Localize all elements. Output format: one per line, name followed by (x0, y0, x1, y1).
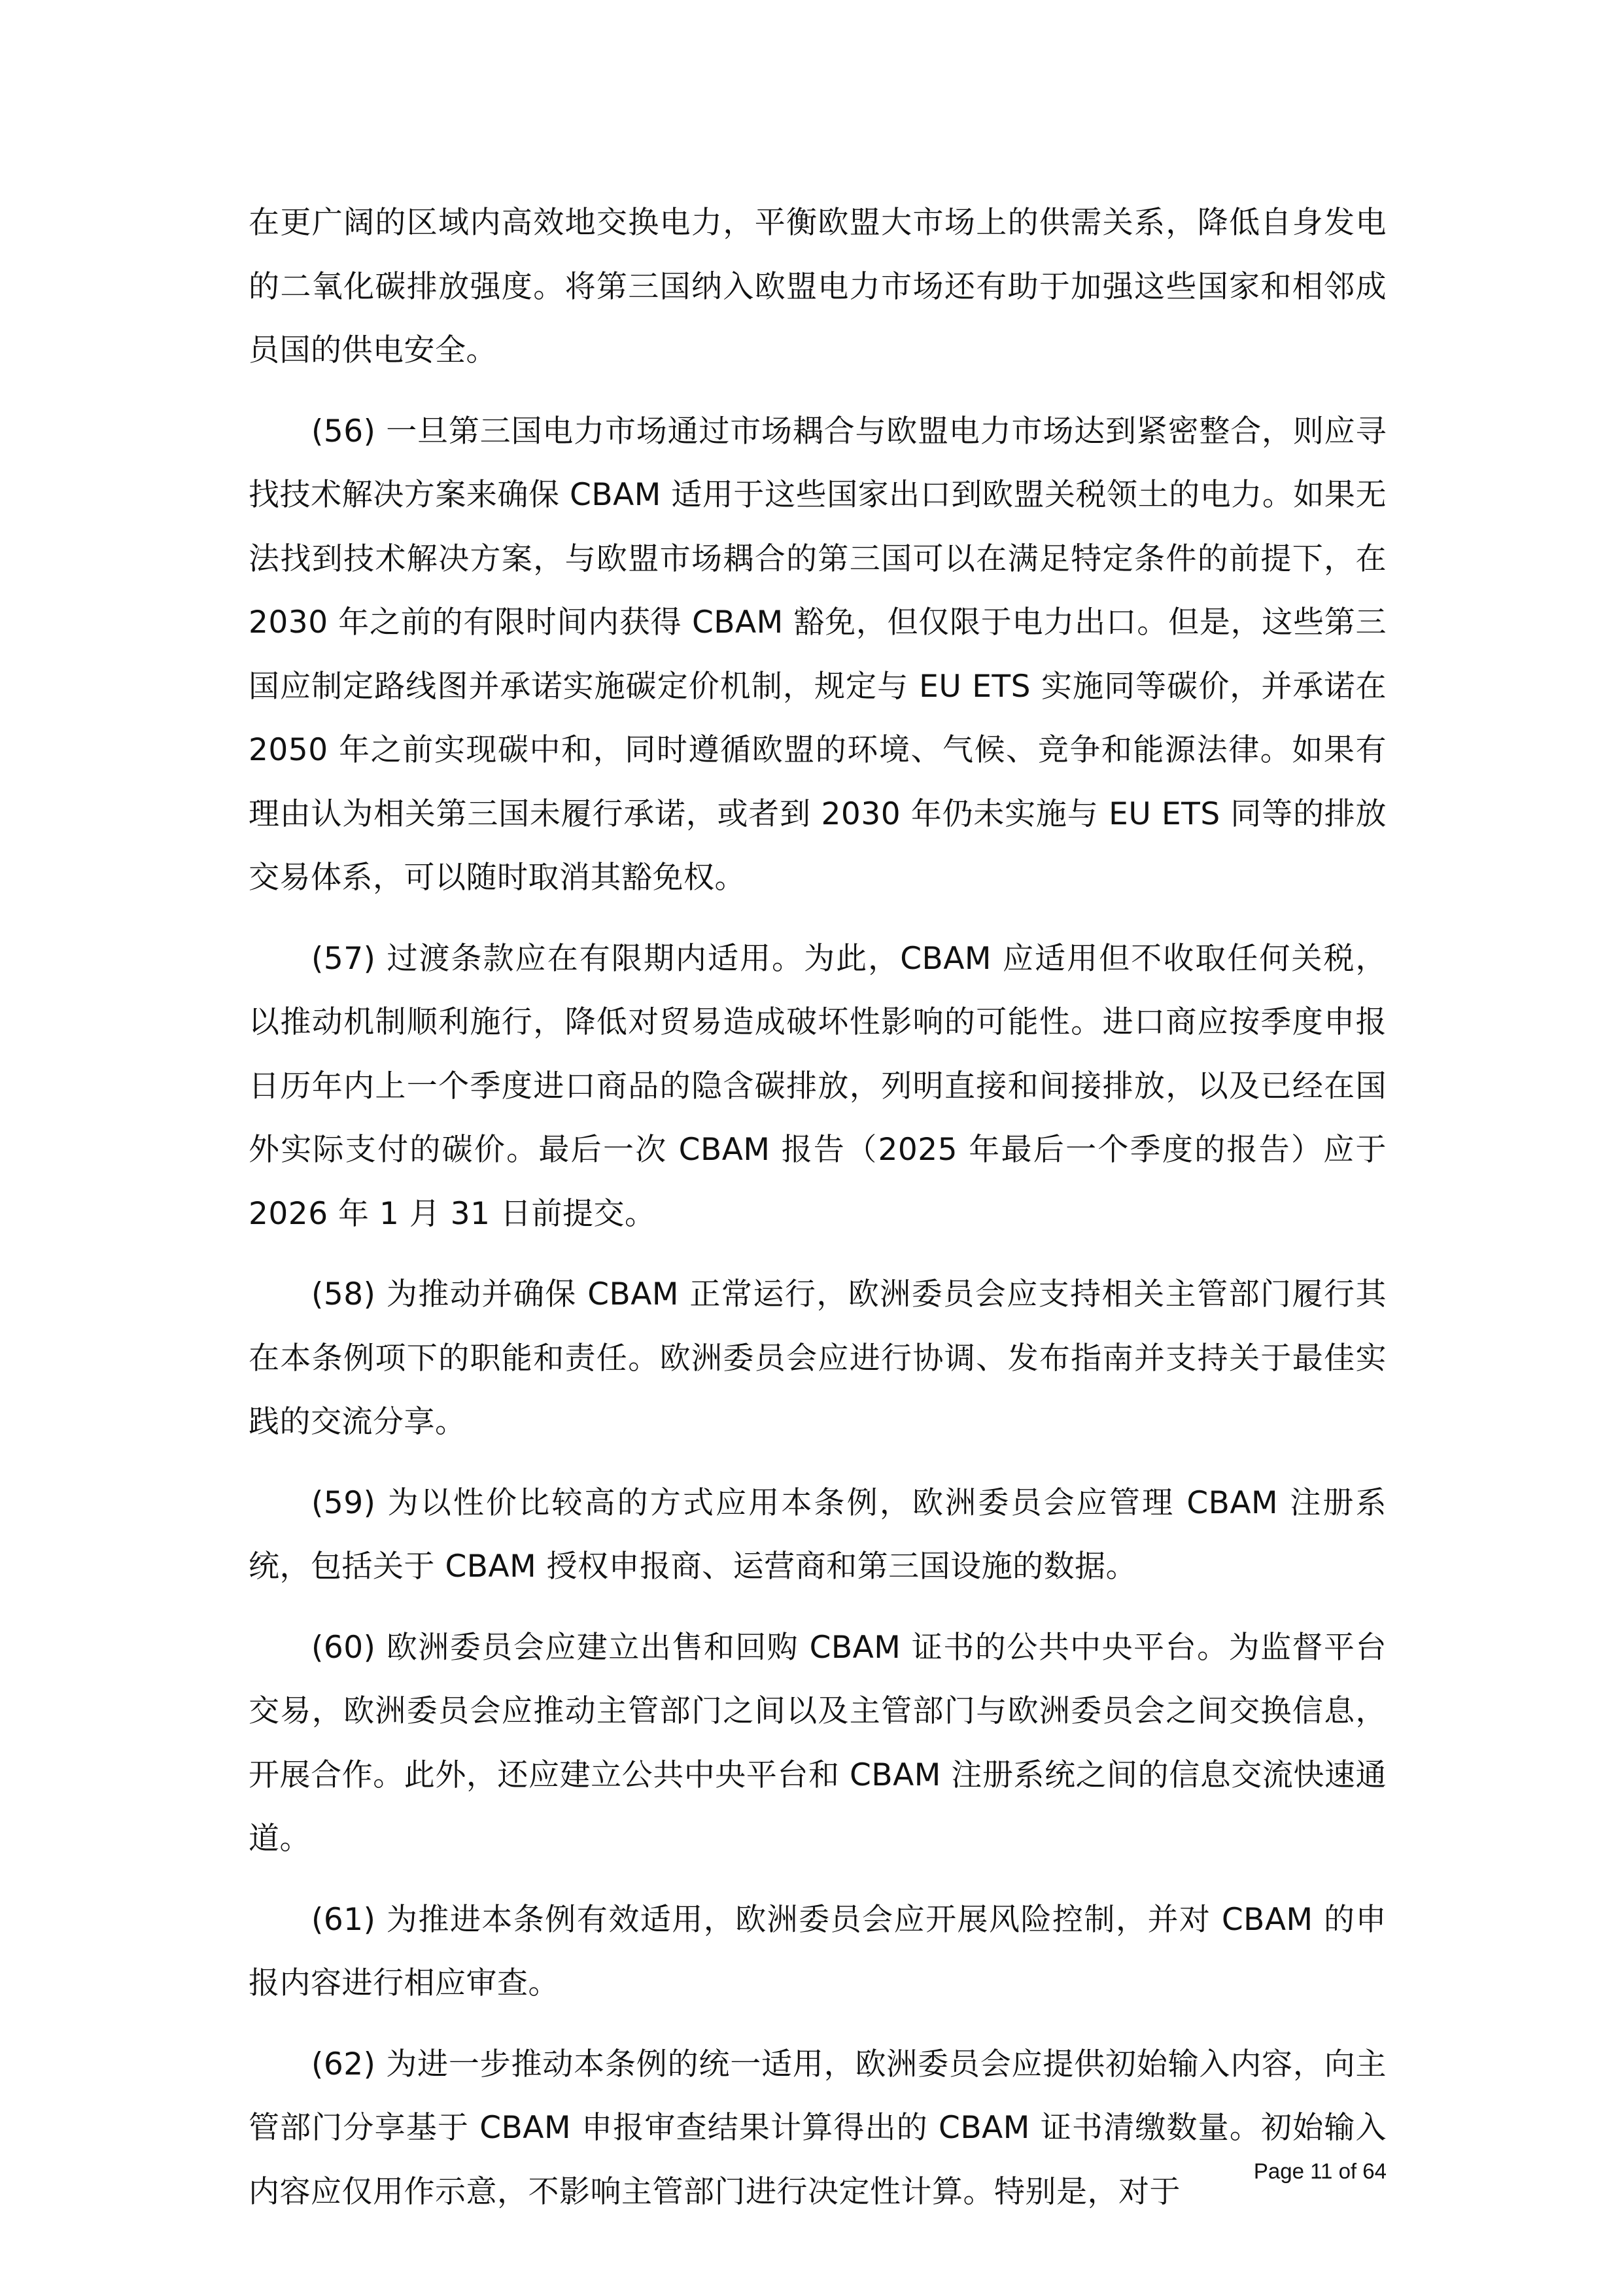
page-footer (1254, 2159, 1387, 2184)
paragraph-60: (60) 欧洲委员会应建立出售和回购 CBAM 证书的公共中央平台。为监督平台交易，欧洲委员会应推动主管部门之间以及主管部门与欧洲委员会之间交换信息，开展合作。此外，还应建立公共中央平台和 CBAM 注册系统之间的信息交流快速通道。 (249, 1629, 1387, 1857)
of-label: of (1338, 2159, 1357, 2183)
paragraph-59: (59) 为以性价比较高的方式应用本条例，欧洲委员会应管理 CBAM 注册系统，包括关于 CBAM 授权申报商、运营商和第三国设施的数据。 (249, 1484, 1387, 1585)
paragraph-57: (57) 过渡条款应在有限期内适用。为此，CBAM 应适用但不收取任何关税，以推动机制顺利施行，降低对贸易造成破坏性影响的可能性。进口商应按季度申报日历年内上一个季度进口商品的隐含碳排放，列明直接和间接排放，以及已经在国外实际支付的碳价。最后一次 CBAM 报告（2025 年最后一个季度的报告）应于 2026 年 1 月 31 日前提交。 (249, 940, 1387, 1232)
paragraph-continued: 在更广阔的区域内高效地交换电力，平衡欧盟大市场上的供需关系，降低自身发电的二氧化碳排放强度。将第三国纳入欧盟电力市场还有助于加强这些国家和相邻成员国的供电安全。 (249, 205, 1387, 368)
paragraph-61: (61) 为推进本条例有效适用，欧洲委员会应开展风险控制，并对 CBAM 的申报内容进行相应审查。 (249, 1901, 1387, 2001)
paragraph-56: (56) 一旦第三国电力市场通过市场耦合与欧盟电力市场达到紧密整合，则应寻找技术解决方案来确保 CBAM 适用于这些国家出口到欧盟关税领土的电力。如果无法找到技术解决方案，与欧盟市场耦合的第三国可以在满足特定条件的前提下，在 2030 年之前的有限时间内获得 CBAM 豁免，但仅限于电力出口。但是，这些第三国应制定路线图并承诺实施碳定价机制，规定与 EU ETS 实施同等碳价，并承诺在 2050 年之前实现碳中和，同时遵循欧盟的环境、气候、竞争和能源法律。如果有理由认为相关第三国未履行承诺，或者到 2030 年仍未实施与 EU ETS 同等的排放交易体系，可以随时取消其豁免权。 (249, 413, 1387, 896)
document-body (249, 191, 1387, 2241)
paragraph-62: (62) 为进一步推动本条例的统一适用，欧洲委员会应提供初始输入内容，向主管部门分享基于 CBAM 申报审查结果计算得出的 CBAM 证书清缴数量。初始输入内容应仅用作示意，不影响主管部门进行决定性计算。特别是，对于 (249, 2046, 1387, 2210)
page-number: 11 (1310, 2159, 1333, 2183)
page-label: Page (1253, 2159, 1304, 2183)
paragraph-58: (58) 为推动并确保 CBAM 正常运行，欧洲委员会应支持相关主管部门履行其在本条例项下的职能和责任。欧洲委员会应进行协调、发布指南并支持关于最佳实践的交流分享。 (249, 1276, 1387, 1440)
total-pages: 64 (1362, 2159, 1387, 2183)
